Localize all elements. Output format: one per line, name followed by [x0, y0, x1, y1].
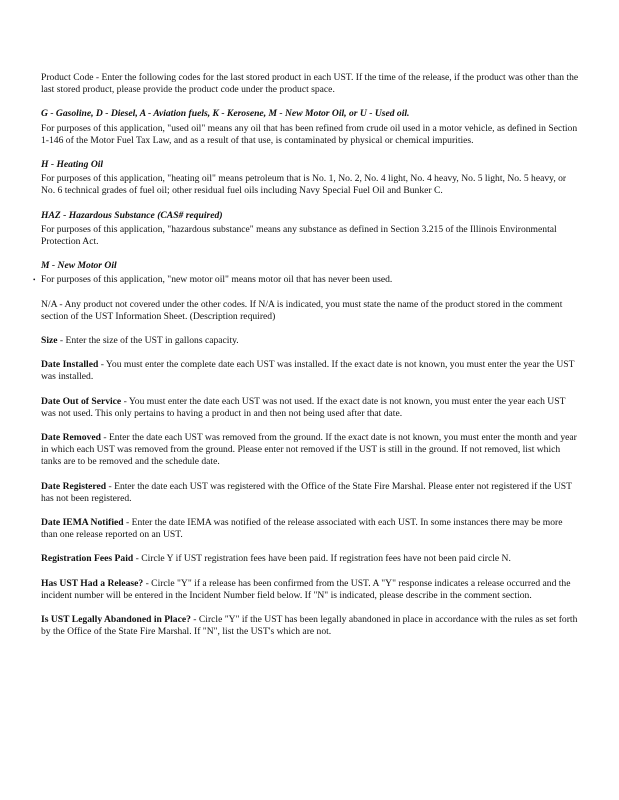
date-registered-term: Date Registered	[41, 480, 107, 492]
document-page	[33, 72, 581, 651]
date-out-of-service-paragraph	[41, 396, 581, 420]
new-motor-oil-text	[33, 274, 581, 286]
hazardous-section	[41, 210, 581, 249]
registration-fees-paragraph	[41, 553, 581, 565]
date-installed-term: Date Installed	[41, 359, 99, 371]
date-removed-paragraph	[41, 432, 581, 469]
registration-fees-text: - Circle Y if UST registration fees have been paid. If registration fees have not been paid circle N.	[133, 553, 511, 565]
product-code-paragraph	[41, 72, 581, 96]
product-code-term: Product Code	[41, 72, 94, 83]
hazardous-heading: HAZ - Hazardous Substance (CAS# required)	[41, 209, 223, 221]
date-iema-text: - Enter the date IEMA was notified of the release associated with each UST. In some instances there may be more than one release reported on an UST.	[41, 517, 563, 541]
heating-oil-heading: H - Heating Oil	[41, 159, 104, 171]
date-out-of-service-term: Date Out of Service	[41, 395, 122, 407]
date-installed-paragraph	[41, 359, 581, 383]
has-release-paragraph	[41, 578, 581, 602]
date-registered-paragraph	[41, 481, 581, 505]
abandoned-paragraph	[41, 614, 581, 638]
heating-oil-text: For purposes of this application, "heating oil" means petroleum that is No. 1, No. 2, No. 4 light, No. 4 heavy, No. 5 light, No. 5 heavy, or No. 6 technical grades of fuel oil; other residual fuel oils including Navy Special Fuel Oil and Bunker C.	[41, 173, 567, 197]
date-iema-paragraph	[41, 517, 581, 541]
abandoned-term: Is UST Legally Abandoned in Place?	[41, 614, 191, 626]
gasoline-heading: G - Gasoline, D - Diesel, A - Aviation fuels, K - Kerosene, M - New Motor Oil, or U - Used oil.	[41, 108, 410, 120]
new-motor-oil-section	[33, 260, 581, 286]
date-out-of-service-text: - You must enter the date each UST was not used. If the exact date is not known, you must enter the year each UST was not used. This only pertains to having a product in and then not being used after that date.	[41, 395, 566, 419]
na-paragraph: N/A - Any product not covered under the other codes. If N/A is indicated, you must state the name of the product stored in the comment section of the UST Information Sheet. (Description required)	[41, 298, 563, 322]
new-motor-oil-text-content: For purposes of this application, "new motor oil" means motor oil that has never been used.	[41, 274, 393, 286]
date-installed-text: - You must enter the complete date each UST was installed. If the exact date is not known, you must enter the year the UST was installed.	[41, 359, 575, 383]
date-removed-text: - Enter the date each UST was removed from the ground. If the exact date is not known, you must enter the month and year in which each UST was removed from the ground. Please enter not removed if the UST is still in the ground. If not removed, list which tanks are to be removed and the schedule date.	[41, 432, 577, 468]
has-release-term: Has UST Had a Release?	[41, 577, 144, 589]
size-paragraph	[41, 335, 581, 347]
gasoline-section	[41, 108, 581, 147]
registration-fees-term: Registration Fees Paid	[41, 553, 134, 565]
has-release-text: - Circle "Y" if a release has been confirmed from the UST. A "Y" response indicates a release occurred and the incident number will be entered in the Incident Number field below. If "N" is indicated, please describe in the comment section.	[41, 577, 571, 601]
bullet-icon: •	[33, 276, 36, 285]
date-registered-text: - Enter the date each UST was registered with the Office of the State Fire Marshal. Please enter not registered if the UST has not been registered.	[41, 480, 572, 504]
hazardous-text: For purposes of this application, "hazardous substance" means any substance as defined in Section 3.215 of the Illinois Environmental Protection Act.	[41, 223, 557, 248]
heating-oil-section	[41, 159, 581, 198]
date-removed-term: Date Removed	[41, 432, 101, 444]
size-text: - Enter the size of the UST in gallons capacity.	[57, 335, 239, 347]
size-term: Size	[41, 335, 58, 347]
date-iema-term: Date IEMA Notified	[41, 517, 124, 529]
abandoned-text: - Circle "Y" if the UST has been legally abandoned in place in accordance with the rules as set forth by the Office of the State Fire Marshal. If "N", list the UST's which are not.	[41, 614, 578, 638]
gasoline-text: For purposes of this application, "used oil" means any oil that has been refined from crude oil used in a motor vehicle, as defined in Section 1-146 of the Motor Fuel Tax Law, and as a result of that use, is contaminated by physical or chemical impurities.	[41, 122, 578, 146]
new-motor-oil-heading: M - New Motor Oil	[41, 260, 117, 272]
product-code-text: - Enter the following codes for the last stored product in each UST. If the time of the release, if the product was other than the last stored product, please provide the product code under the product space.	[41, 72, 579, 96]
